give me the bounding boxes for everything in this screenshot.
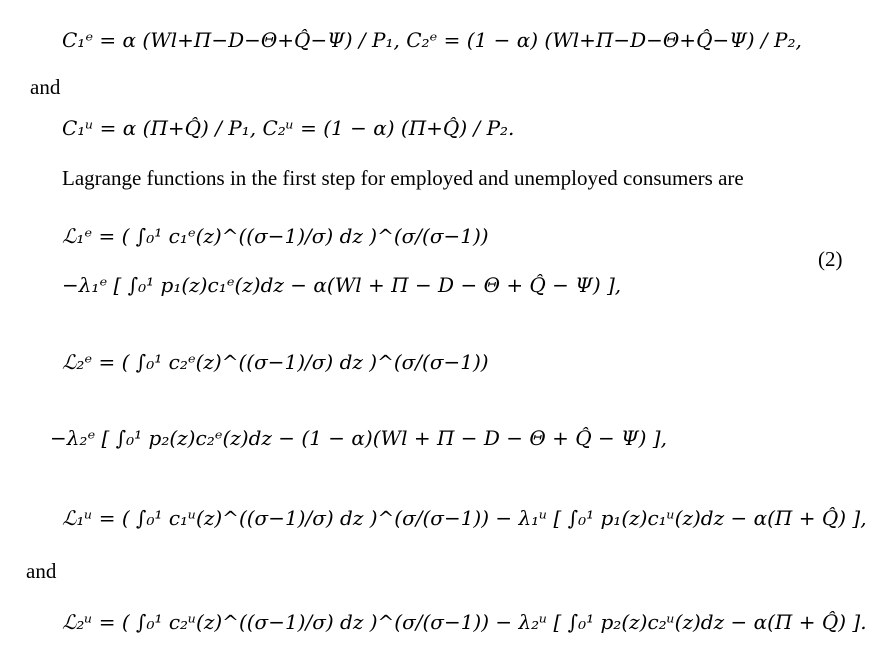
equation-number: (2)	[818, 247, 843, 271]
text-and-2: and	[26, 559, 57, 583]
equation-L2u: ℒ₂ᵘ = ( ∫₀¹ c₂ᵘ(z)^((σ−1)/σ) dz )^(σ/(σ−1)) − λ₂ᵘ [ ∫₀¹ p₂(z)c₂ᵘ(z)dz − α(Π + Q̂) ].	[62, 610, 867, 634]
equation-L2e-utility: ℒ₂ᵉ = ( ∫₀¹ c₂ᵉ(z)^((σ−1)/σ) dz )^(σ/(σ−1))	[62, 350, 489, 374]
equation-consumption-employed: C₁ᵉ = α (Wl+Π−D−Θ+Q̂−Ψ) / P₁, C₂ᵉ = (1 − α) (Wl+Π−D−Θ+Q̂−Ψ) / P₂,	[62, 28, 802, 52]
equation-L1e-constraint: −λ₁ᵉ [ ∫₀¹ p₁(z)c₁ᵉ(z)dz − α(Wl + Π − D − Θ + Q̂ − Ψ) ],	[62, 273, 622, 297]
equation-L1u: ℒ₁ᵘ = ( ∫₀¹ c₁ᵘ(z)^((σ−1)/σ) dz )^(σ/(σ−1)) − λ₁ᵘ [ ∫₀¹ p₁(z)c₁ᵘ(z)dz − α(Π + Q̂) ],	[62, 506, 867, 530]
equation-L1e-utility: ℒ₁ᵉ = ( ∫₀¹ c₁ᵉ(z)^((σ−1)/σ) dz )^(σ/(σ−1))	[62, 224, 489, 248]
equation-L2e-constraint: −λ₂ᵉ [ ∫₀¹ p₂(z)c₂ᵉ(z)dz − (1 − α)(Wl + Π − D − Θ + Q̂ − Ψ) ],	[50, 426, 667, 450]
paragraph-lagrange-intro: Lagrange functions in the first step for employed and unemployed consumers are	[62, 166, 744, 190]
equation-consumption-unemployed: C₁ᵘ = α (Π+Q̂) / P₁, C₂ᵘ = (1 − α) (Π+Q̂) / P₂.	[62, 116, 515, 140]
text-and-1: and	[30, 75, 61, 99]
